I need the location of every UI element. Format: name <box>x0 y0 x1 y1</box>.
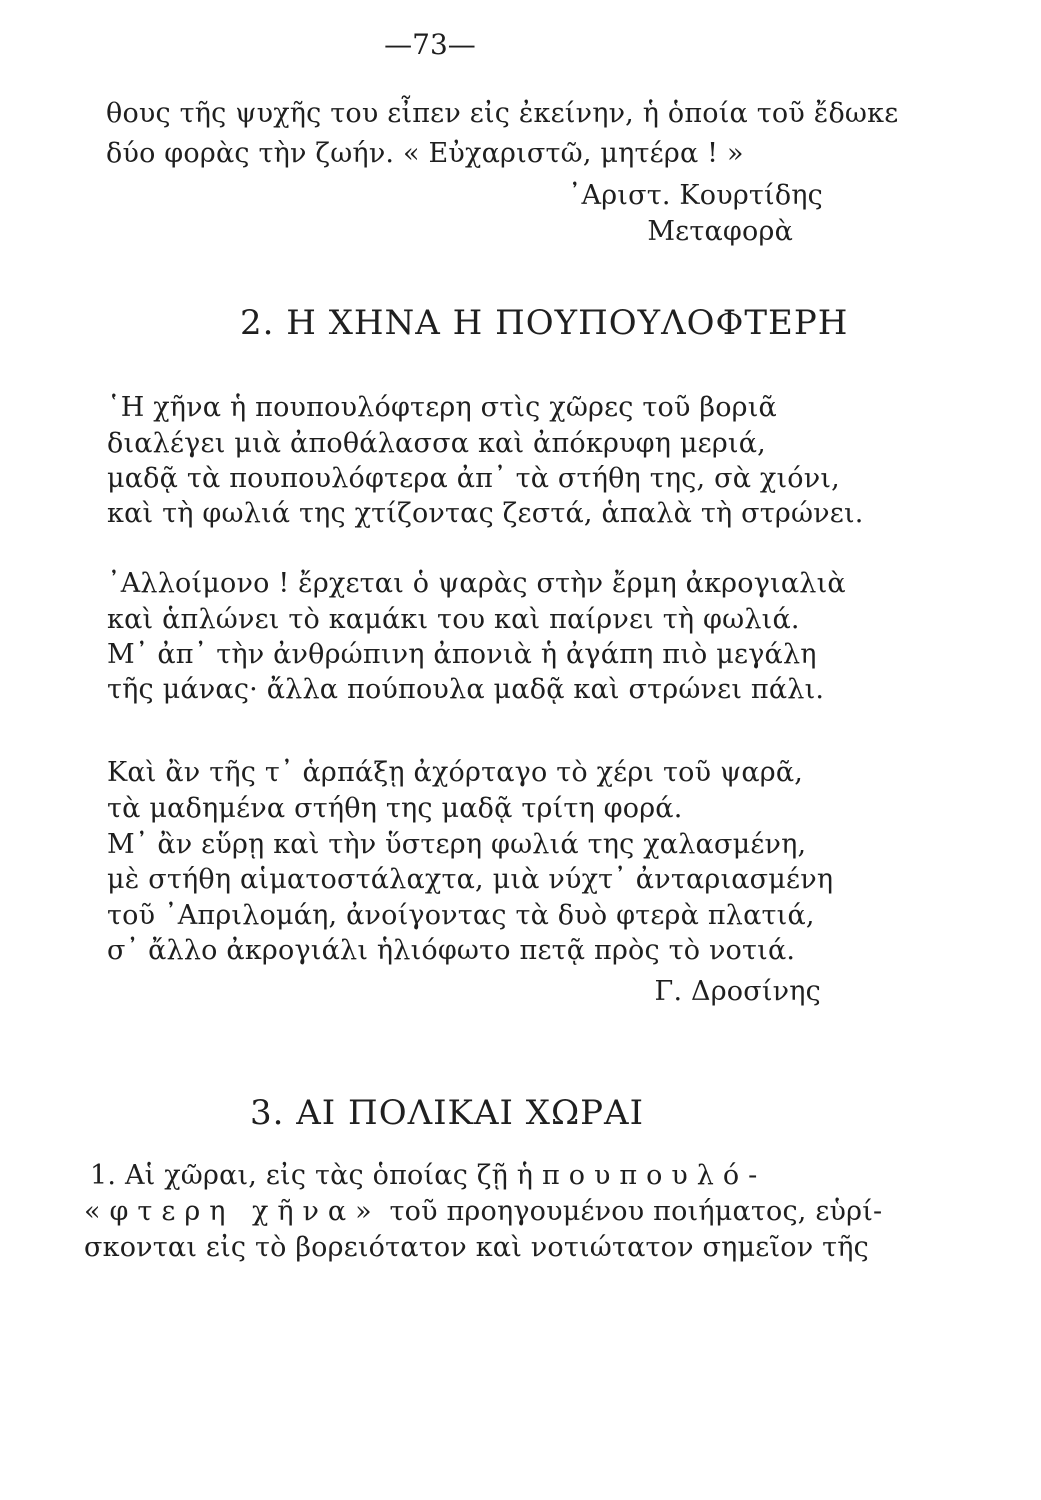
paragraph-line-2 <box>84 1196 882 1228</box>
intro-line-1: θους τῆς ψυχῆς του εἶπεν εἰς ἐκείνην, ἡ ὁποία τοῦ ἔδωκε <box>106 98 899 129</box>
intro-note: Μεταφορὰ <box>647 216 793 247</box>
intro-line-2: δύο φορὰς τὴν ζωήν. « Εὐχαριστῶ, μητέρα ! » <box>106 138 744 169</box>
section-2-title: 2. Η ΧΗΝΑ Η ΠΟΥΠΟΥΛΟΦΤΕΡΗ <box>240 303 849 343</box>
spaced-emphasis: πουπουλό- <box>541 1160 767 1191</box>
spaced-emphasis: «φτερη χῆνα» <box>84 1196 381 1227</box>
intro-author: ᾿Αριστ. Κουρτίδης <box>567 180 823 211</box>
poem-line: Μ᾿ ἀπ᾿ τὴν ἀνθρώπινη ἀπονιὰ ἡ ἀγάπη πιὸ μεγάλη <box>107 639 817 670</box>
page-number: —73— <box>384 28 476 61</box>
poem-line: Καὶ ἂν τῆς τ᾿ ἁρπάξῃ ἀχόρταγο τὸ χέρι τοῦ ψαρᾶ, <box>107 757 804 788</box>
paragraph-line-1 <box>90 1160 766 1192</box>
poem-line: καὶ τὴ φωλιά της χτίζοντας ζεστά, ἁπαλὰ τὴ στρώνει. <box>107 498 864 529</box>
poem-line: καὶ ἁπλώνει τὸ καμάκι του καὶ παίρνει τὴ φωλιά. <box>107 604 800 635</box>
poem-author: Γ. Δροσίνης <box>654 976 821 1007</box>
poem-line: μὲ στήθη αἱματοστάλαχτα, μιὰ νύχτ᾿ ἀνταριασμένη <box>107 864 834 895</box>
paragraph-line-3: σκονται εἰς τὸ βορειότατον καὶ νοτιώτατον σημεῖον τῆς <box>84 1232 869 1263</box>
poem-line: τῆς μάνας· ἄλλα πούπουλα μαδᾷ καὶ στρώνει πάλι. <box>107 674 825 705</box>
poem-line: διαλέγει μιὰ ἀποθάλασσα καὶ ἀπόκρυφη μεριά, <box>107 428 766 459</box>
poem-line: τὰ μαδημένα στήθη της μαδᾷ τρίτη φορά. <box>107 793 683 824</box>
poem-line: μαδᾷ τὰ πουπουλόφτερα ἀπ᾿ τὰ στήθη της, σὰ χιόνι, <box>107 463 840 494</box>
poem-line: ῾Η χῆνα ἡ πουπουλόφτερη στὶς χῶρες τοῦ βοριᾶ <box>107 392 777 423</box>
paragraph-number: 1. <box>90 1160 117 1191</box>
paragraph-text: Αἱ χῶραι, εἰς τὰς ὁποίας ζῇ ἡ <box>124 1160 534 1191</box>
section-3-title: 3. ΑΙ ΠΟΛΙΚΑΙ ΧΩΡΑΙ <box>250 1093 644 1133</box>
poem-line: τοῦ ᾿Απριλομάη, ἀνοίγοντας τὰ δυὸ φτερὰ πλατιά, <box>107 900 815 931</box>
poem-line: σ᾿ ἄλλο ἀκρογιάλι ἡλιόφωτο πετᾷ πρὸς τὸ νοτιά. <box>107 935 796 966</box>
poem-line: Μ᾿ ἂν εὕρῃ καὶ τὴν ὕστερη φωλιά της χαλασμένη, <box>107 829 807 860</box>
poem-line: ᾿Αλλοίμονο ! ἔρχεται ὁ ψαρὰς στὴν ἔρμη ἀκρογιαλιὰ <box>107 568 846 599</box>
paragraph-text: τοῦ προηγουμένου ποιήματος, εὑρί- <box>389 1196 883 1227</box>
